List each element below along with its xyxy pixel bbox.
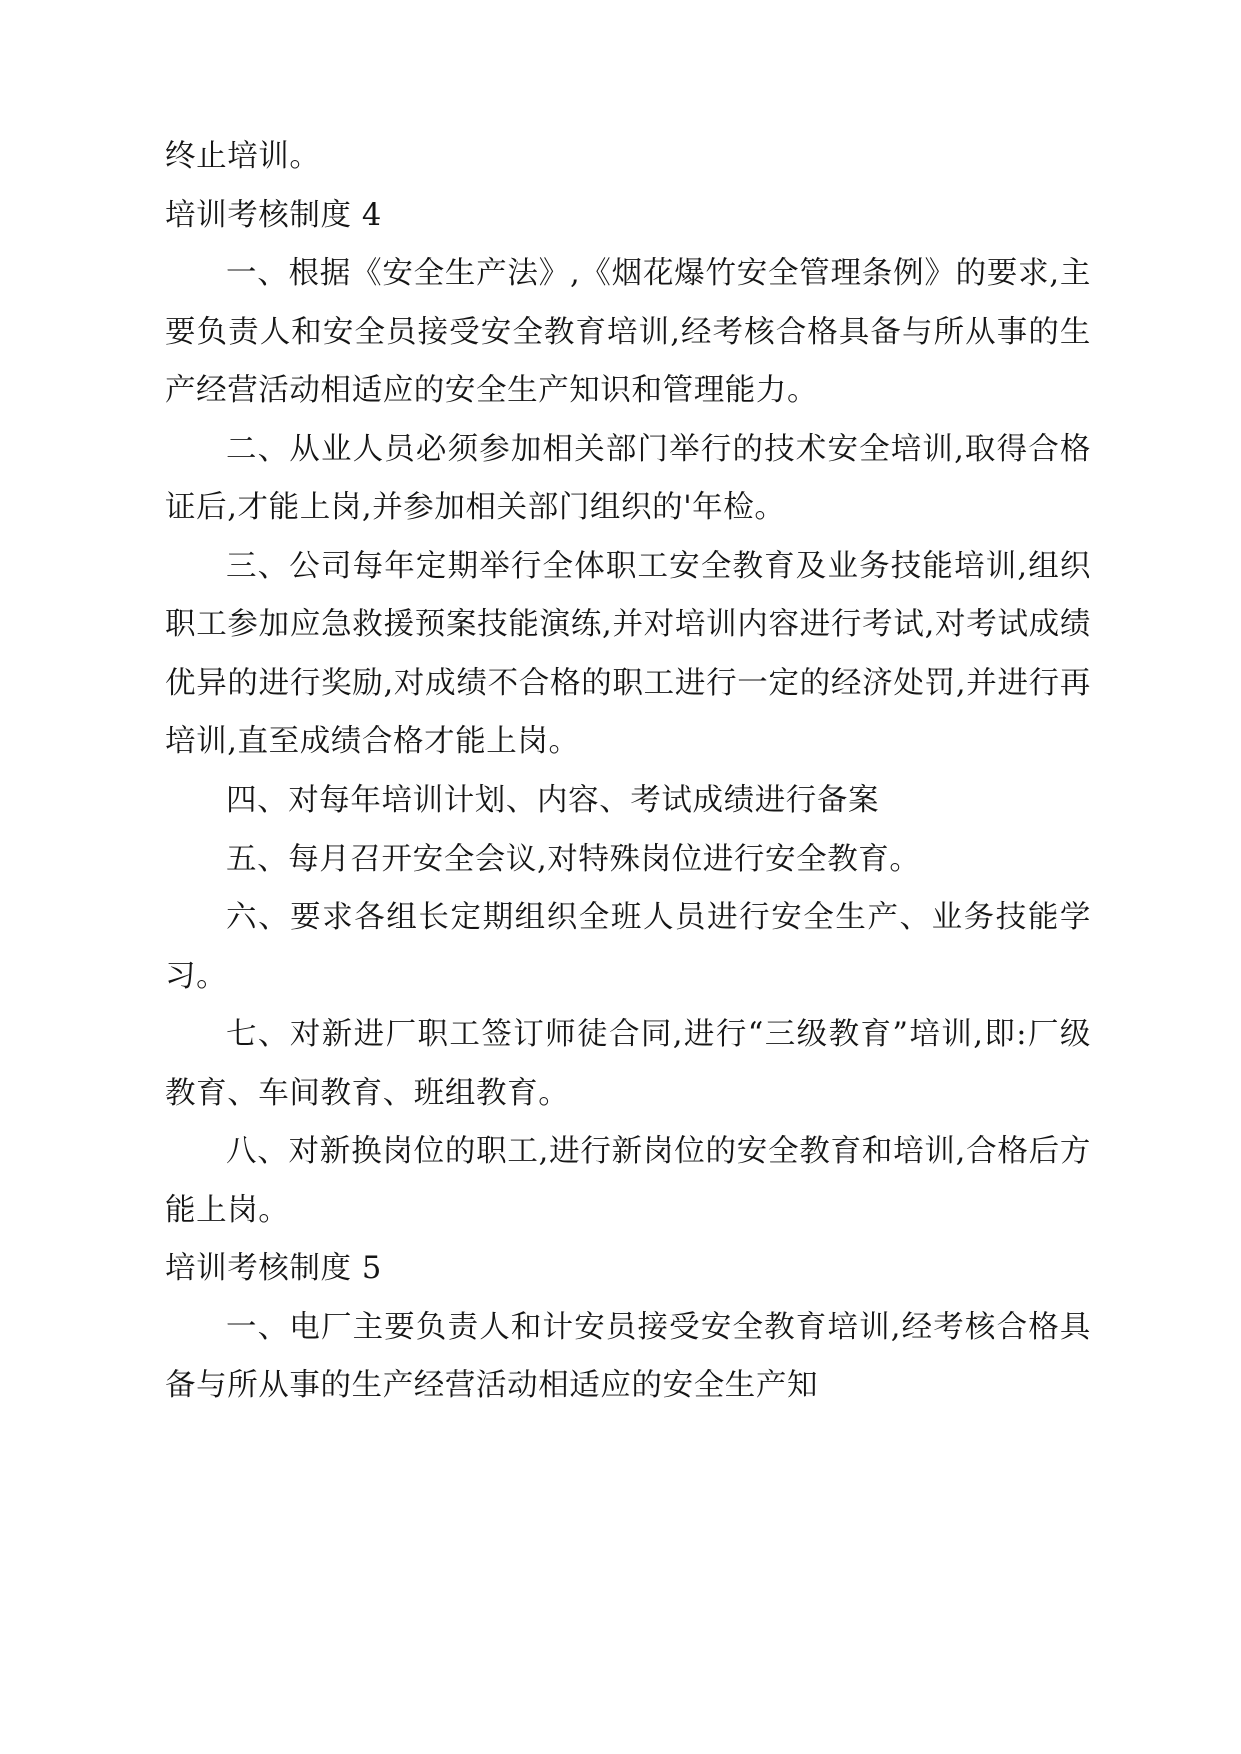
paragraph-item-eight: 八、对新换岗位的职工,进行新岗位的安全教育和培训,合格后方能上岗。 bbox=[165, 1134, 1091, 1228]
paragraph-item-six: 六、要求各组长定期组织全班人员进行安全生产、业务技能学习。 bbox=[165, 900, 1091, 994]
paragraph-item-three: 三、公司每年定期举行全体职工安全教育及业务技能培训,组织职工参加应急救援预案技能演练,并对培训内容进行考试,对考试成绩优异的进行奖励,对成绩不合格的职工进行一定的经济处罚,并进行再培训,直至成绩合格才能上岗。 bbox=[165, 548, 1091, 760]
paragraph-item-one: 一、根据《安全生产法》,《烟花爆竹安全管理条例》的要求,主要负责人和安全员接受安全教育培训,经考核合格具备与所从事的生产经营活动相适应的安全生产知识和管理能力。 bbox=[165, 256, 1091, 409]
section-heading-5: 培训考核制度 5 bbox=[165, 1251, 382, 1287]
paragraph-item-four: 四、对每年培训计划、内容、考试成绩进行备案 bbox=[226, 783, 880, 819]
section-heading-4: 培训考核制度 4 bbox=[165, 197, 382, 233]
paragraph-item-two: 二、从业人员必须参加相关部门举行的技术安全培训,取得合格证后,才能上岗,并参加相关部门组织的'年检。 bbox=[165, 431, 1091, 526]
paragraph-item-five: 五、每月召开安全会议,对特殊岗位进行安全教育。 bbox=[226, 841, 921, 877]
document-body bbox=[165, 128, 1091, 1416]
paragraph-section5-item-one: 一、电厂主要负责人和计安员接受安全教育培训,经考核合格具备与所从事的生产经营活动相适应的安全生产知 bbox=[165, 1309, 1091, 1404]
paragraph-terminate-training: 终止培训。 bbox=[165, 139, 321, 174]
paragraph-item-seven: 七、对新进厂职工签订师徒合同,进行“三级教育”培训,即:厂级教育、车间教育、班组教育。 bbox=[165, 1017, 1091, 1111]
